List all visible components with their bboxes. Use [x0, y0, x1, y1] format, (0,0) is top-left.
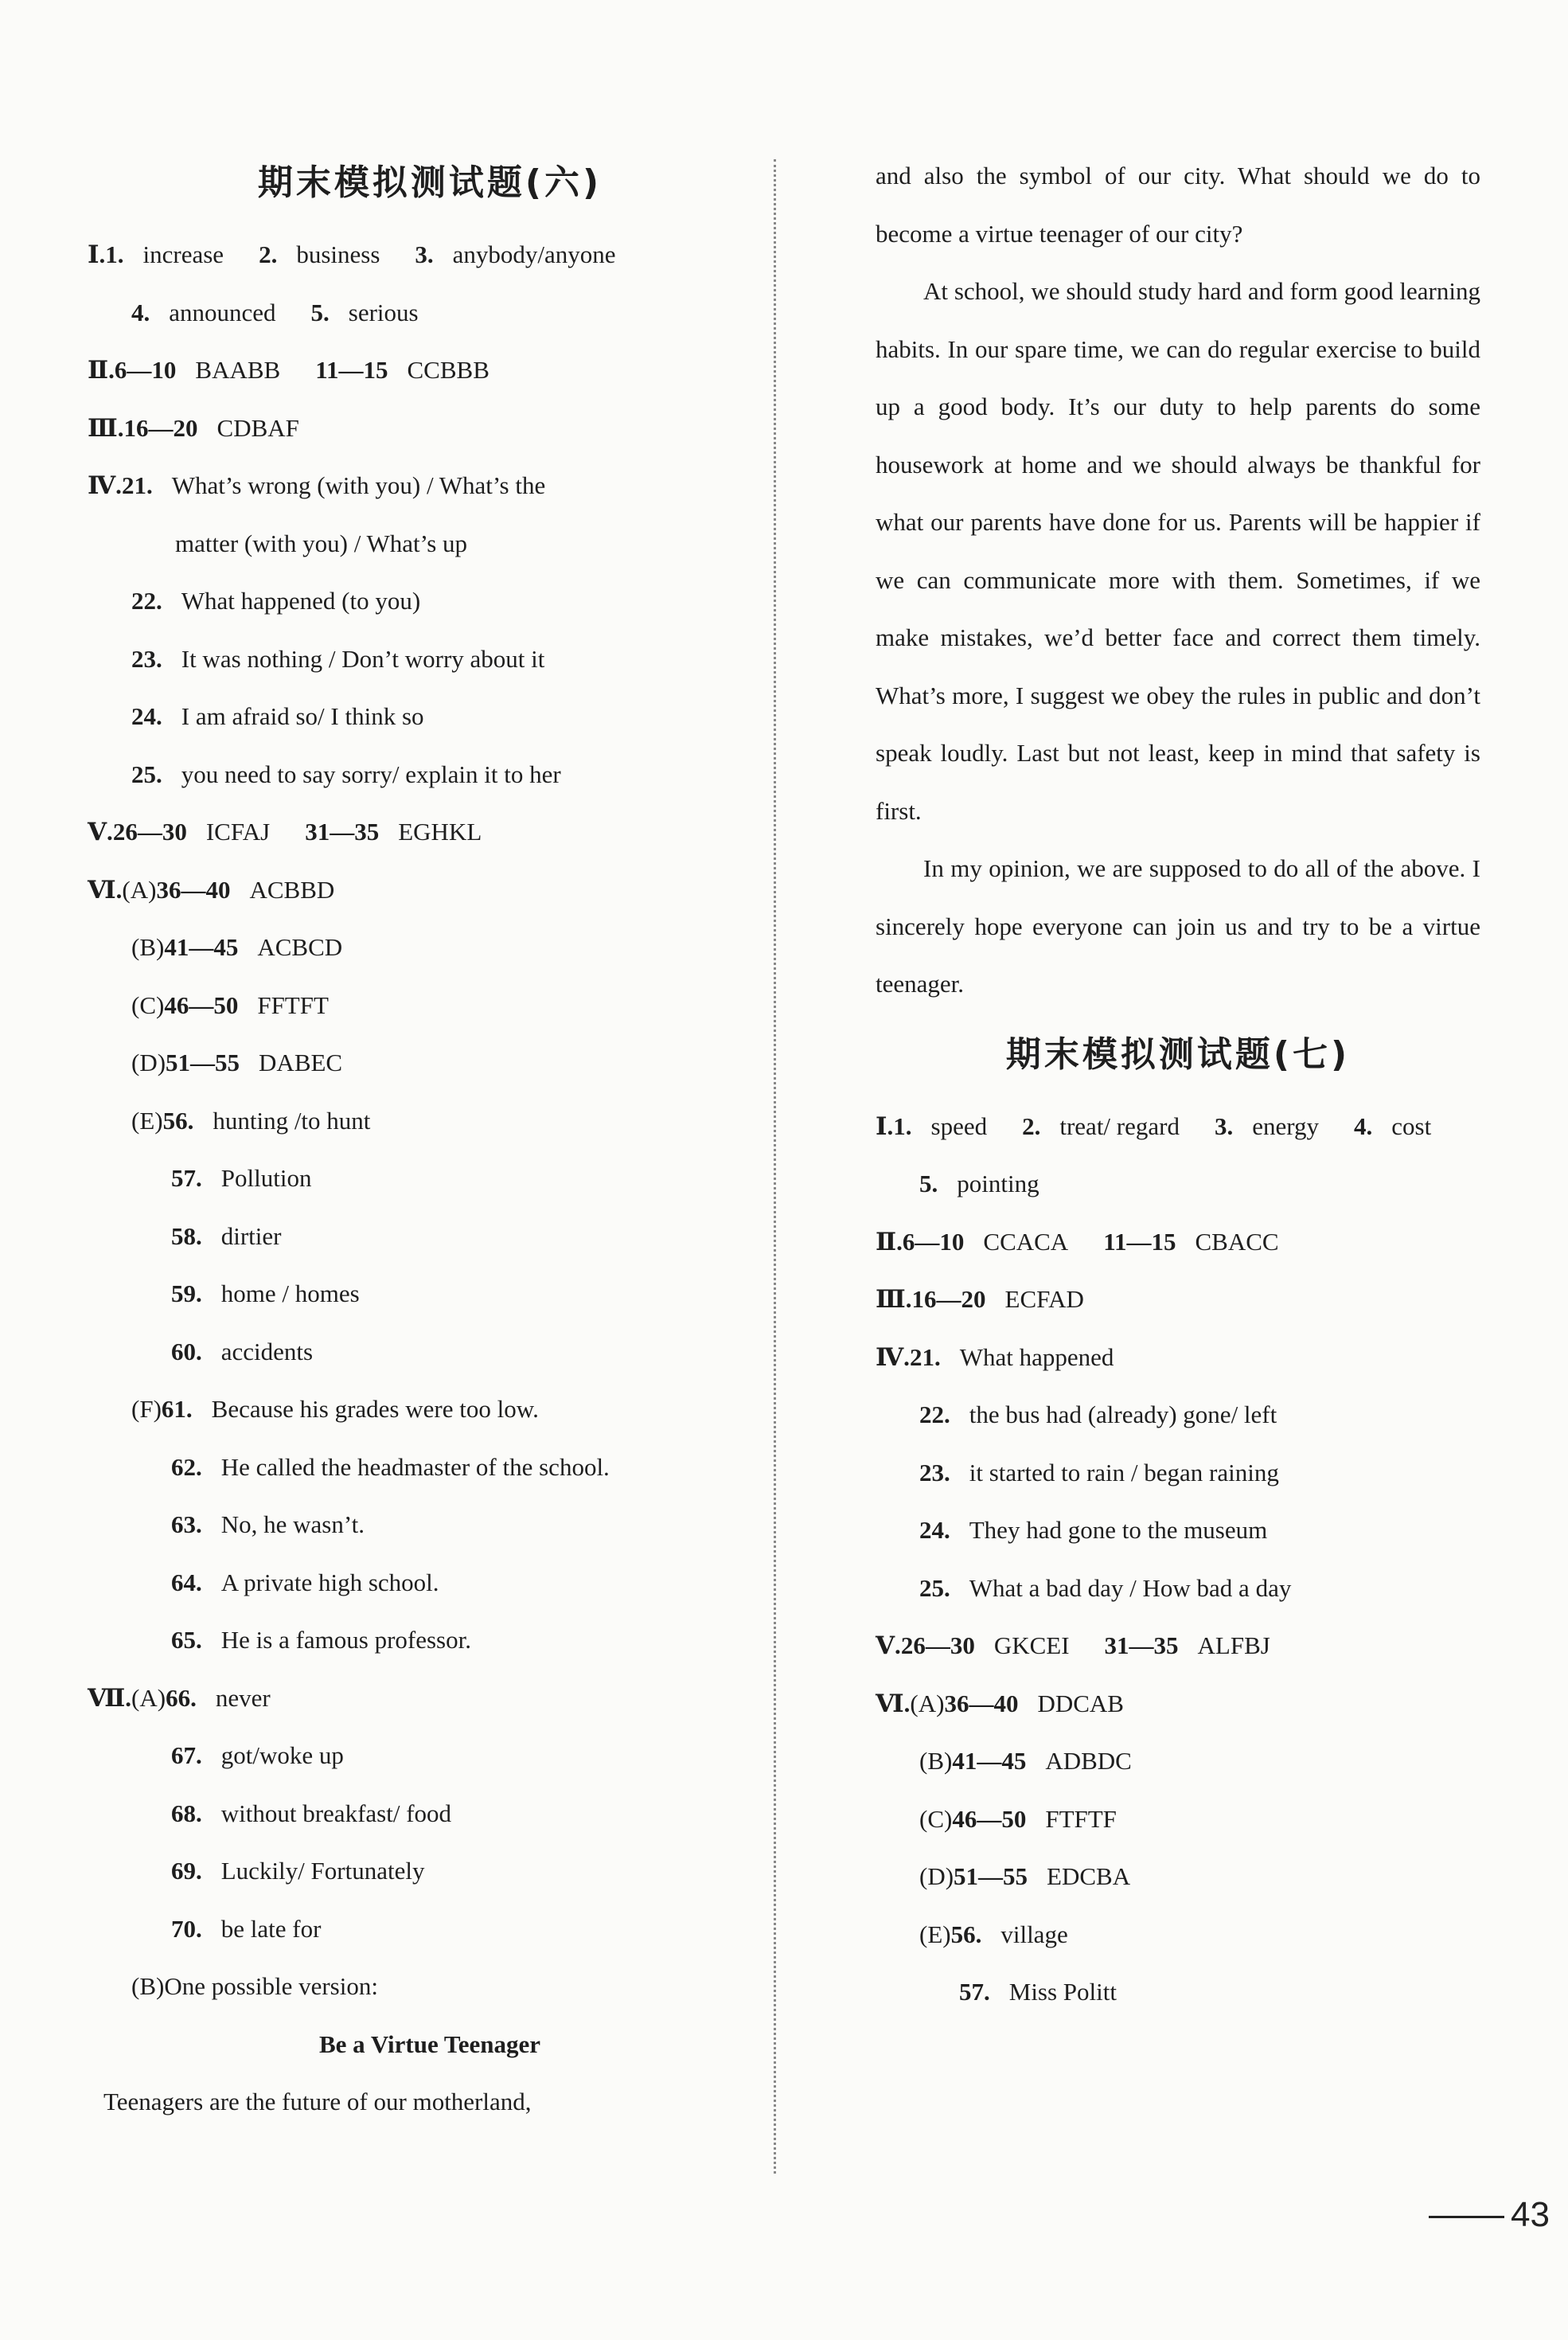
- answer-line: [876, 1791, 1480, 1849]
- item-number: 24.: [131, 702, 162, 730]
- item-number: 70.: [171, 1914, 202, 1943]
- answer-text: matter (with you) / What’s up: [175, 529, 468, 557]
- section-numeral: Ⅱ.: [876, 1227, 903, 1256]
- item-number: 24.: [919, 1516, 950, 1544]
- section-numeral: Ⅴ.: [88, 818, 113, 846]
- answer-text: BAABB: [195, 356, 281, 384]
- item-number: (D): [919, 1862, 954, 1890]
- column-divider: [774, 159, 776, 2174]
- item-number: 23.: [131, 644, 162, 673]
- answer-line: [88, 919, 772, 977]
- item-number: 60.: [171, 1337, 202, 1365]
- answer-line: [88, 1842, 772, 1901]
- item-number: (A): [131, 1683, 166, 1712]
- item-number: (A): [910, 1689, 945, 1717]
- answer-text: Pollution: [220, 1164, 312, 1192]
- answer-line: [88, 1092, 772, 1150]
- section-title-6: 期末模拟测试题(六): [257, 162, 603, 203]
- answer-text: ICFAJ: [205, 818, 271, 846]
- item-number: 4.: [131, 298, 150, 326]
- section-numeral: Ⅰ.: [88, 240, 106, 268]
- item-number: 51—55: [954, 1862, 1028, 1890]
- essay-start: Teenagers are the future of our motherland,: [103, 2088, 532, 2115]
- answer-list-6: [88, 226, 772, 2016]
- answer-line: [88, 1439, 772, 1497]
- answer-line: [88, 1554, 772, 1612]
- answer-text: I am afraid so/ I think so: [181, 702, 424, 730]
- answer-line: [88, 1901, 772, 1959]
- essay-paragraph-3: In my opinion, we are supposed to do all of the above. I sincerely hope everyone can join us and try to be a virtue teenager.: [876, 854, 1480, 998]
- answer-line: [876, 1675, 1480, 1733]
- section-numeral: Ⅳ.: [88, 471, 122, 499]
- answer-text: He is a famous professor.: [220, 1626, 471, 1654]
- item-number: 11—15: [1103, 1227, 1176, 1256]
- item-number: (C): [131, 990, 165, 1019]
- item-number: 41—45: [164, 933, 239, 961]
- item-number: 63.: [171, 1510, 202, 1538]
- item-number: 59.: [171, 1279, 202, 1307]
- answer-line: [88, 803, 772, 861]
- answer-text: FFTFT: [257, 990, 329, 1019]
- item-number: (B): [919, 1747, 953, 1775]
- item-number: 22.: [919, 1400, 950, 1428]
- answer-line: [88, 400, 772, 458]
- item-number: 46—50: [952, 1804, 1027, 1833]
- item-number: 21.: [909, 1342, 941, 1371]
- item-number: 5.: [919, 1170, 938, 1197]
- page-number-rule: [1429, 2216, 1504, 2218]
- answer-text: village: [1000, 1920, 1068, 1948]
- answer-line: [88, 631, 772, 689]
- section-numeral: Ⅴ.: [876, 1631, 901, 1659]
- section-numeral: Ⅶ.: [88, 1683, 132, 1712]
- answer-text: speed: [930, 1111, 988, 1140]
- answer-text: CCACA: [983, 1227, 1069, 1256]
- answer-text: accidents: [220, 1337, 314, 1365]
- answer-text: CBACC: [1195, 1227, 1279, 1256]
- item-number: 57.: [959, 1978, 990, 2006]
- answer-line: [876, 1155, 1480, 1213]
- answer-line: [88, 1670, 772, 1728]
- answer-text: Miss Politt: [1008, 1978, 1117, 2006]
- answer-line: [88, 688, 772, 746]
- item-number: 22.: [131, 587, 162, 615]
- answer-text: ADBDC: [1045, 1747, 1132, 1775]
- right-column: [876, 147, 1480, 2022]
- answer-text: ACBCD: [257, 933, 343, 961]
- item-number: 21.: [121, 471, 153, 499]
- answer-line: [88, 1496, 772, 1554]
- item-number: 36—40: [944, 1689, 1019, 1717]
- item-number: 1.: [893, 1111, 912, 1140]
- item-number: (D): [131, 1049, 166, 1076]
- item-number: 23.: [919, 1458, 950, 1486]
- answer-text: the bus had (already) gone/ left: [969, 1400, 1277, 1428]
- answer-text: home / homes: [220, 1279, 360, 1307]
- section-numeral: Ⅲ.: [876, 1285, 912, 1313]
- answer-text: What a bad day / How bad a day: [969, 1573, 1292, 1602]
- section-numeral: Ⅱ.: [88, 356, 115, 384]
- answer-text: Because his grades were too low.: [211, 1395, 539, 1423]
- answer-text: hunting /to hunt: [213, 1106, 371, 1135]
- item-number: 6—10: [902, 1227, 965, 1256]
- answer-line: [88, 1034, 772, 1092]
- answer-line: [876, 1617, 1480, 1675]
- answer-line: [88, 1381, 772, 1439]
- answer-line: [88, 572, 772, 631]
- answer-line: [876, 1213, 1480, 1272]
- item-number: 66.: [166, 1683, 197, 1712]
- answer-line: [876, 1098, 1480, 1156]
- answer-line: [88, 746, 772, 804]
- answer-text: What happened (to you): [181, 587, 421, 615]
- answer-text: They had gone to the museum: [969, 1516, 1268, 1544]
- item-number: 4.: [1354, 1111, 1373, 1140]
- answer-line: [88, 1208, 772, 1266]
- answer-line: [88, 1727, 772, 1785]
- answer-line: [876, 1444, 1480, 1502]
- answer-line: [88, 1611, 772, 1670]
- section-numeral: Ⅰ.: [876, 1111, 894, 1140]
- item-number: 6—10: [114, 356, 177, 384]
- item-number: 69.: [171, 1857, 202, 1885]
- answer-text: serious: [348, 298, 419, 326]
- item-number: (F): [131, 1395, 162, 1423]
- item-number: 58.: [171, 1221, 202, 1250]
- answer-text: ALFBJ: [1197, 1631, 1270, 1659]
- item-number: 56.: [162, 1106, 194, 1135]
- essay-title: Be a Virtue Teenager: [318, 2029, 541, 2058]
- answer-line: [876, 1386, 1480, 1444]
- answer-text: announced: [169, 298, 276, 326]
- answer-text: EGHKL: [398, 818, 482, 846]
- item-number: 3.: [415, 240, 434, 268]
- answer-text: be late for: [220, 1914, 322, 1943]
- answer-line: [876, 1906, 1480, 1964]
- answer-line: [88, 1265, 772, 1323]
- section-numeral: Ⅵ.: [876, 1689, 911, 1717]
- answer-text: pointing: [957, 1170, 1039, 1197]
- answer-text: treat/ regard: [1059, 1111, 1180, 1140]
- essay-paragraph-1: and also the symbol of our city. What should we do to become a virtue teenager of our city?: [876, 162, 1480, 248]
- item-number: (A): [122, 875, 157, 904]
- answer-text: DDCAB: [1037, 1689, 1124, 1717]
- answer-line: [88, 457, 772, 515]
- answer-text: you need to say sorry/ explain it to her: [181, 760, 561, 788]
- answer-text: DABEC: [259, 1049, 343, 1076]
- answer-text: energy: [1252, 1111, 1320, 1140]
- answer-text: It was nothing / Don’t worry about it: [181, 644, 545, 673]
- item-number: 25.: [131, 760, 162, 788]
- answer-text: One possible version:: [164, 1972, 378, 2000]
- answer-text: ACBBD: [249, 875, 335, 904]
- answer-list-7: [876, 1098, 1480, 2022]
- item-number: (B): [131, 1972, 165, 2000]
- answer-line: [88, 1958, 772, 2016]
- answer-text: without breakfast/ food: [220, 1799, 452, 1827]
- answer-text: CCBBB: [407, 356, 490, 384]
- item-number: 31—35: [1104, 1631, 1179, 1659]
- answer-text: cost: [1391, 1111, 1432, 1140]
- answer-line: [88, 1150, 772, 1208]
- answer-line: [88, 284, 772, 342]
- item-number: (E): [919, 1920, 951, 1948]
- item-number: 16—20: [123, 413, 198, 442]
- answer-text: What’s wrong (with you) / What’s the: [171, 471, 546, 499]
- item-number: 26—30: [900, 1631, 975, 1659]
- answer-text: What happened: [959, 1342, 1114, 1371]
- item-number: 36—40: [156, 875, 231, 904]
- item-number: 57.: [171, 1164, 202, 1192]
- item-number: 31—35: [305, 818, 380, 846]
- answer-line: [88, 515, 772, 573]
- answer-line: [876, 1271, 1480, 1329]
- item-number: 56.: [950, 1920, 982, 1948]
- answer-text: A private high school.: [220, 1568, 439, 1596]
- answer-text: business: [296, 240, 380, 268]
- answer-text: it started to rain / began raining: [969, 1458, 1279, 1486]
- answer-line: [88, 1785, 772, 1843]
- item-number: 1.: [105, 240, 124, 268]
- item-number: 61.: [161, 1395, 193, 1423]
- answer-text: never: [215, 1683, 271, 1712]
- answer-text: increase: [142, 240, 224, 268]
- item-number: 64.: [171, 1568, 202, 1596]
- item-number: 2.: [1022, 1111, 1041, 1140]
- answer-line: [88, 342, 772, 400]
- answer-text: Luckily/ Fortunately: [220, 1857, 425, 1885]
- item-number: 11—15: [315, 356, 388, 384]
- answer-text: He called the headmaster of the school.: [220, 1452, 610, 1481]
- answer-line: [876, 1329, 1480, 1387]
- item-number: 62.: [171, 1452, 202, 1481]
- section-numeral: Ⅲ.: [88, 413, 124, 442]
- item-number: (E): [131, 1106, 163, 1135]
- essay-paragraph-2: At school, we should study hard and form good learning habits. In our spare time, we can do regular exercise to build up a good body. It’s our duty to help parents do some housework at home and we should always be thankful for what our parents have done for us. Parents will be happier if we can communicate more with them. Sometimes, if we make mistakes, we’d better face and correct them timely. What’s more, I suggest we obey the rules in public and don’t speak loudly. Last but not least, keep in mind that safety is first.: [876, 277, 1480, 825]
- answer-line: [88, 226, 772, 284]
- item-number: 25.: [919, 1573, 950, 1602]
- item-number: 46—50: [164, 990, 239, 1019]
- answer-line: [876, 1560, 1480, 1618]
- item-number: 3.: [1214, 1111, 1234, 1140]
- answer-text: dirtier: [220, 1221, 282, 1250]
- item-number: 26—30: [112, 818, 187, 846]
- item-number: (B): [131, 933, 165, 961]
- section-numeral: Ⅳ.: [876, 1342, 910, 1371]
- page-number: 43: [1429, 2191, 1550, 2239]
- answer-line: [876, 1733, 1480, 1791]
- section-numeral: Ⅵ.: [88, 875, 123, 904]
- answer-text: ECFAD: [1004, 1285, 1084, 1313]
- item-number: (C): [919, 1804, 953, 1833]
- answer-text: No, he wasn’t.: [220, 1510, 365, 1538]
- answer-line: [876, 1848, 1480, 1906]
- item-number: 41—45: [952, 1747, 1027, 1775]
- answer-text: CDBAF: [216, 413, 299, 442]
- answer-line: [88, 977, 772, 1035]
- answer-line: [88, 861, 772, 920]
- item-number: 16—20: [911, 1285, 986, 1313]
- item-number: 68.: [171, 1799, 202, 1827]
- answer-line: [88, 1323, 772, 1381]
- section-title-7: 期末模拟测试题(七): [1005, 1033, 1351, 1075]
- answer-text: EDCBA: [1047, 1862, 1131, 1890]
- answer-line: [876, 1963, 1480, 2022]
- item-number: 5.: [310, 298, 330, 326]
- answer-line: [876, 1502, 1480, 1560]
- answer-text: anybody/anyone: [452, 240, 616, 268]
- item-number: 2.: [259, 240, 278, 268]
- left-column: [88, 151, 772, 2131]
- item-number: 51—55: [166, 1049, 240, 1076]
- item-number: 67.: [171, 1741, 202, 1769]
- answer-text: FTFTF: [1045, 1804, 1117, 1833]
- item-number: 65.: [171, 1626, 202, 1654]
- answer-text: GKCEI: [993, 1631, 1070, 1659]
- answer-text: got/woke up: [220, 1741, 344, 1769]
